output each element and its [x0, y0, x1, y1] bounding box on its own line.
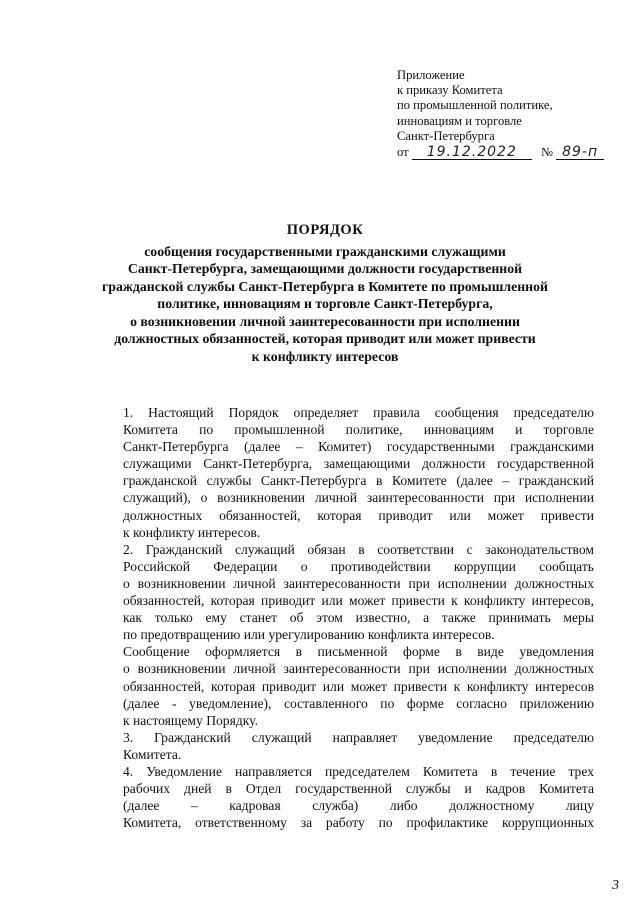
title-main: ПОРЯДОК [286, 222, 364, 238]
text-line: о возникновении личной заинтересованности при исполнении должностных [123, 661, 594, 677]
text-line: 3. Гражданский служащий направляет уведомление председателю [123, 729, 594, 745]
title-line: гражданской службы Санкт-Петербурга в Комитете по промышленной [102, 278, 548, 294]
text-line: 1. Настоящий Порядок определяет правила сообщения председателю [123, 405, 594, 420]
title-line: сообщения государственными гражданскими служащими [144, 243, 506, 259]
text-line: к конфликту интересов. [123, 524, 261, 540]
appendix-block [397, 68, 607, 160]
text-line: Санкт-Петербурга (далее – Комитет) государственными гражданскими [123, 439, 594, 455]
paragraph-1 [93, 404, 594, 541]
text-line: обязанностей, которая приводит или может привести к конфликту интересов, [123, 593, 594, 609]
text-line: (далее - уведомление), составленного по форме согласно приложению [123, 695, 594, 711]
text-line: о возникновении личной заинтересованности при исполнении должностных [123, 575, 594, 591]
title-line: должностных обязанностей, которая приводит или может привести [114, 331, 536, 346]
paragraph-5 [93, 763, 594, 831]
appendix-line: по промышленной политике, [397, 98, 553, 113]
appendix-line: Санкт-Петербурга [397, 128, 495, 143]
paragraph-4 [93, 729, 594, 763]
text-line: рабочих дней в Отдел государственной службы и кадров Комитета [123, 781, 594, 797]
text-line: Российской Федерации о противодействии коррупции сообщать [123, 558, 594, 574]
text-line: должностных обязанностей, которая приводит или может привести [123, 507, 594, 523]
text-line: Комитета. [123, 746, 182, 762]
text-line: Комитета по промышленной политике, инновациям и торговле [123, 422, 594, 438]
date-prefix: от [397, 145, 409, 160]
text-line: обязанностей, которая приводит или может привести к конфликту интересов [123, 678, 594, 694]
paragraph-2 [93, 541, 594, 644]
order-date-handwritten: 19.12.2022 [412, 145, 532, 160]
text-line: Сообщение оформляется в письменной форме в виде уведомления [123, 644, 594, 660]
text-line: гражданской службы Санкт-Петербурга в Комитете (далее – гражданский [123, 473, 594, 489]
text-line: 2. Гражданский служащий обязан в соответствии с законодательством [123, 541, 594, 557]
title-line: о возникновении личной заинтересованности при исполнении [130, 313, 520, 329]
text-line: служащий), о возникновении личной заинтересованности при исполнении [123, 490, 594, 506]
page-number: 3 [612, 878, 619, 893]
text-line: (далее – кадровая служба) либо должностному лицу [123, 798, 594, 814]
order-date-number-row [397, 145, 607, 160]
order-number-handwritten: 89-п [556, 145, 604, 160]
text-line: к настоящему Порядку. [123, 712, 259, 728]
appendix-line: к приказу Комитета [397, 83, 503, 98]
document-body [93, 404, 594, 831]
title-line: политике, инновациям и торговле Санкт-Петербурга, [157, 296, 493, 311]
text-line: как только ему станет об этом известно, а также принимать меры [123, 610, 594, 626]
number-prefix: № [540, 145, 553, 160]
text-line: по предотвращению или урегулированию конфликта интересов. [123, 627, 495, 643]
title-line: Санкт-Петербурга, замещающими должности государственной [127, 261, 523, 276]
appendix-line: инновациям и торговле [397, 113, 522, 128]
title-line: к конфликту интересов [251, 348, 399, 364]
text-line: служащими Санкт-Петербурга, замещающими должности государственной [123, 456, 594, 472]
text-line: 4. Уведомление направляется председателем Комитета в течение трех [123, 763, 594, 779]
appendix-line: Приложение [397, 68, 465, 82]
paragraph-3 [93, 643, 594, 728]
text-line: Комитета, ответственному за работу по профилактике коррупционных [123, 815, 594, 831]
document-title [90, 222, 560, 365]
